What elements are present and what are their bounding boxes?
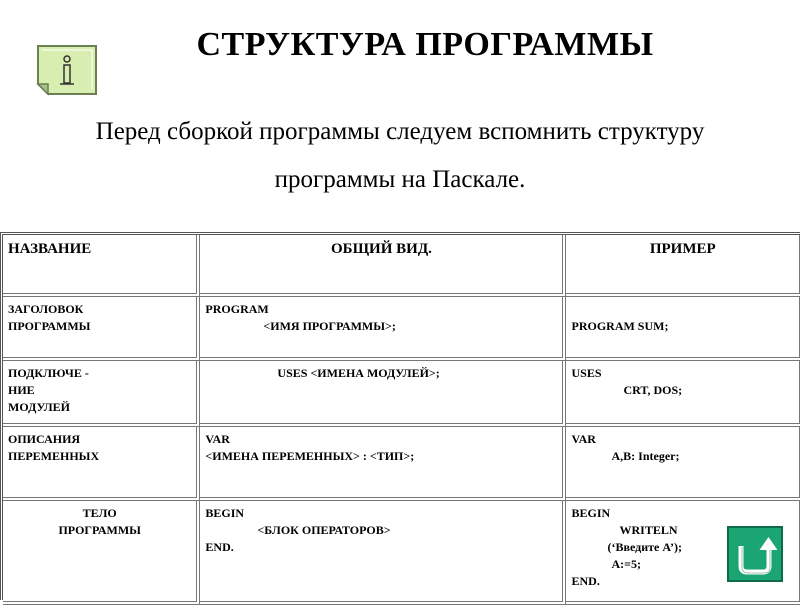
cell-name bbox=[3, 427, 200, 501]
text-line: ПЕРЕМЕННЫХ bbox=[8, 449, 100, 463]
structure-table bbox=[3, 235, 800, 605]
cell-general bbox=[200, 361, 566, 427]
cell-name bbox=[3, 501, 200, 605]
text-line: VAR bbox=[205, 432, 230, 446]
table-header-row bbox=[3, 235, 800, 297]
header-name: НАЗВАНИЕ bbox=[3, 235, 200, 297]
text-line: END. bbox=[205, 540, 234, 554]
table-row bbox=[3, 297, 800, 361]
text-line: (‘Введите А’); bbox=[607, 540, 682, 554]
page-title: СТРУКТУРА ПРОГРАММЫ bbox=[196, 26, 654, 63]
header-general: ОБЩИЙ ВИД. bbox=[200, 235, 566, 297]
text-line: A,B: Integer; bbox=[611, 449, 680, 463]
text-line: VAR bbox=[571, 432, 596, 446]
table-row bbox=[3, 501, 800, 605]
text-line: ПОДКЛЮЧЕ - bbox=[8, 366, 89, 380]
text-line: <ИМЯ ПРОГРАММЫ>; bbox=[263, 319, 396, 333]
header-example: ПРИМЕР bbox=[566, 235, 800, 297]
table-row bbox=[3, 361, 800, 427]
table-row bbox=[3, 427, 800, 501]
text-line: ОПИСАНИЯ bbox=[8, 432, 81, 446]
text-line: BEGIN bbox=[205, 506, 245, 520]
return-arrow-icon bbox=[733, 532, 777, 576]
text-line: ЗАГОЛОВОК bbox=[8, 302, 84, 316]
text-line: ПРОГРАММЫ bbox=[58, 523, 141, 537]
text-line: PROGRAM bbox=[205, 302, 269, 316]
text-line: A:=5; bbox=[611, 557, 641, 571]
text-line: END. bbox=[571, 574, 600, 588]
cell-general bbox=[200, 297, 566, 361]
text-line: ТЕЛО bbox=[82, 506, 117, 520]
cell-example bbox=[566, 297, 800, 361]
text-line: USES <ИМЕНА МОДУЛЕЙ>; bbox=[277, 366, 440, 380]
text-line: <БЛОК ОПЕРАТОРОВ> bbox=[257, 523, 391, 537]
structure-table-frame bbox=[0, 232, 800, 600]
intro-line-2: программы на Паскале. bbox=[274, 166, 526, 193]
text-line: НИЕ bbox=[8, 383, 35, 397]
text-line: BEGIN bbox=[571, 506, 611, 520]
intro-line-1: Перед сборкой программы следуем вспомнить структуру bbox=[95, 118, 705, 145]
cell-general bbox=[200, 427, 566, 501]
text-line: PROGRAM SUM; bbox=[571, 319, 669, 333]
text-line: CRT, DOS; bbox=[623, 383, 683, 397]
text-line: <ИМЕНА ПЕРЕМЕННЫХ> : <ТИП>; bbox=[205, 449, 415, 463]
text-line: ПРОГРАММЫ bbox=[8, 319, 91, 333]
text-line: WRITELN bbox=[619, 523, 678, 537]
cell-example bbox=[566, 361, 800, 427]
cell-example bbox=[566, 427, 800, 501]
cell-name bbox=[3, 297, 200, 361]
return-button[interactable] bbox=[727, 526, 783, 582]
cell-general bbox=[200, 501, 566, 605]
text-line: МОДУЛЕЙ bbox=[8, 400, 70, 414]
text-line: USES bbox=[571, 366, 602, 380]
cell-name bbox=[3, 361, 200, 427]
